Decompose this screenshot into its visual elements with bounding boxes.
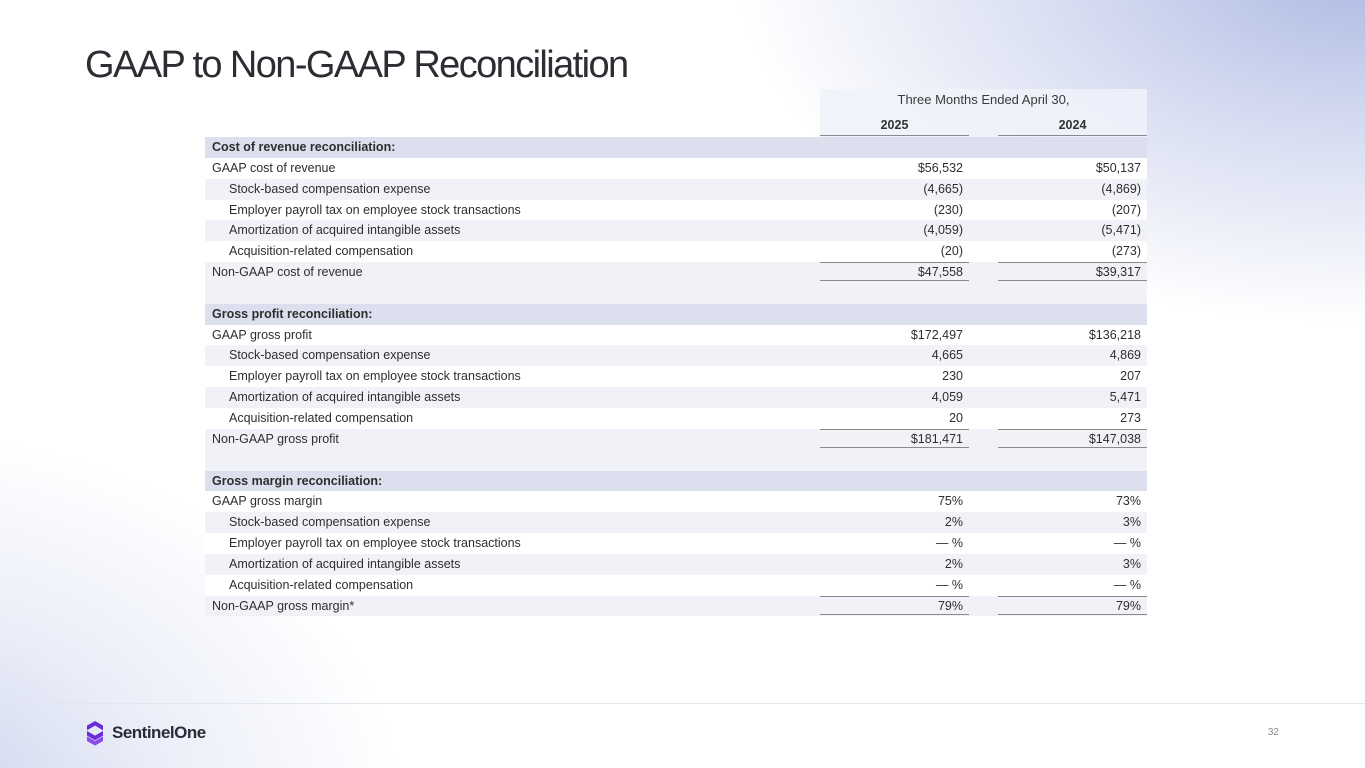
- value-2025: $47,558: [820, 262, 969, 281]
- table-row: [205, 158, 1147, 179]
- row-label: Amortization of acquired intangible assets: [229, 223, 461, 238]
- table-header: [205, 89, 1147, 137]
- year-column-2025: 2025: [820, 118, 969, 136]
- table-row: [205, 554, 1147, 575]
- value-2025: (4,665): [923, 181, 963, 196]
- row-label: Stock-based compensation expense: [229, 181, 431, 196]
- row-label: Non-GAAP gross profit: [212, 431, 339, 446]
- total-row: [205, 262, 1147, 283]
- row-label: Employer payroll tax on employee stock transactions: [229, 369, 521, 384]
- table-row: [205, 387, 1147, 408]
- value-2024: 73%: [1115, 494, 1141, 509]
- year-column-2024: 2024: [998, 118, 1147, 136]
- value-2024: 207: [1120, 369, 1141, 384]
- value-2025: 4,059: [931, 390, 963, 405]
- value-2025: 2%: [944, 515, 963, 530]
- value-2024: 273: [1120, 410, 1141, 425]
- table-body: [205, 137, 1147, 616]
- row-label: GAAP cost of revenue: [212, 160, 336, 175]
- value-2024: 3%: [1122, 556, 1141, 571]
- value-2024: $39,317: [998, 262, 1147, 281]
- value-2024: (4,869): [1101, 181, 1141, 196]
- page-number: 32: [1267, 727, 1279, 738]
- spacer-row: [205, 450, 1147, 471]
- row-label: Non-GAAP cost of revenue: [212, 265, 363, 280]
- reconciliation-table: [205, 89, 1147, 616]
- brand-logo: [85, 720, 206, 746]
- row-label: Non-GAAP gross margin*: [212, 598, 355, 613]
- value-2025: 4,665: [931, 348, 963, 363]
- table-row: [205, 220, 1147, 241]
- value-2024: (5,471): [1101, 223, 1141, 238]
- value-2025: 2%: [944, 556, 963, 571]
- row-label: Stock-based compensation expense: [229, 515, 431, 530]
- value-2025: $172,497: [910, 327, 963, 342]
- value-2025: 75%: [937, 494, 963, 509]
- section-header-row: [205, 304, 1147, 325]
- row-label: Employer payroll tax on employee stock transactions: [229, 536, 521, 551]
- value-2024: — %: [1113, 577, 1141, 592]
- value-2024: 5,471: [1109, 390, 1141, 405]
- value-2025: $56,532: [917, 160, 963, 175]
- value-2025: (230): [933, 202, 963, 217]
- value-2024: 4,869: [1109, 348, 1141, 363]
- table-row: [205, 491, 1147, 512]
- value-2025: 230: [942, 369, 963, 384]
- value-2025: $181,471: [820, 429, 969, 448]
- value-2024: (273): [1111, 244, 1141, 259]
- sentinelone-logo-icon: [85, 720, 105, 746]
- spacer-row: [205, 283, 1147, 304]
- row-label: Stock-based compensation expense: [229, 348, 431, 363]
- value-2025: (4,059): [923, 223, 963, 238]
- value-2025: — %: [935, 536, 963, 551]
- value-2024: 3%: [1122, 515, 1141, 530]
- row-label: Acquisition-related compensation: [229, 244, 414, 259]
- section-header-row: [205, 137, 1147, 158]
- value-2025: (20): [940, 244, 963, 259]
- table-row: [205, 366, 1147, 387]
- value-2025: — %: [935, 577, 963, 592]
- row-label: Amortization of acquired intangible assets: [229, 556, 461, 571]
- table-row: [205, 575, 1147, 596]
- table-row: [205, 200, 1147, 221]
- period-label: Three Months Ended April 30,: [897, 92, 1070, 107]
- row-label: GAAP gross profit: [212, 327, 312, 342]
- row-label: Cost of revenue reconciliation:: [212, 140, 396, 154]
- value-2025: 20: [949, 410, 963, 425]
- row-label: Acquisition-related compensation: [229, 410, 414, 425]
- total-row: [205, 429, 1147, 450]
- row-label: Gross margin reconciliation:: [212, 473, 383, 488]
- table-row: [205, 179, 1147, 200]
- row-label: Acquisition-related compensation: [229, 577, 414, 592]
- value-2024: 79%: [998, 596, 1147, 615]
- value-2024: $147,038: [998, 429, 1147, 448]
- table-row: [205, 325, 1147, 346]
- value-2024: — %: [1113, 536, 1141, 551]
- table-row: [205, 241, 1147, 262]
- section-header-row: [205, 471, 1147, 492]
- table-row: [205, 512, 1147, 533]
- row-label: GAAP gross margin: [212, 494, 323, 509]
- table-row: [205, 408, 1147, 429]
- table-row: [205, 533, 1147, 554]
- footer-divider: [0, 703, 1365, 704]
- row-label: Amortization of acquired intangible assets: [229, 390, 461, 405]
- value-2024: $136,218: [1088, 327, 1141, 342]
- brand-name: SentinelOne: [112, 723, 206, 742]
- value-2024: (207): [1111, 202, 1141, 217]
- table-row: [205, 345, 1147, 366]
- row-label: Gross profit reconciliation:: [212, 306, 373, 321]
- value-2024: $50,137: [1095, 160, 1141, 175]
- slide-title: GAAP to Non-GAAP Reconciliation: [85, 44, 628, 86]
- row-label: Employer payroll tax on employee stock transactions: [229, 202, 521, 217]
- total-row: [205, 596, 1147, 617]
- value-2025: 79%: [820, 596, 969, 615]
